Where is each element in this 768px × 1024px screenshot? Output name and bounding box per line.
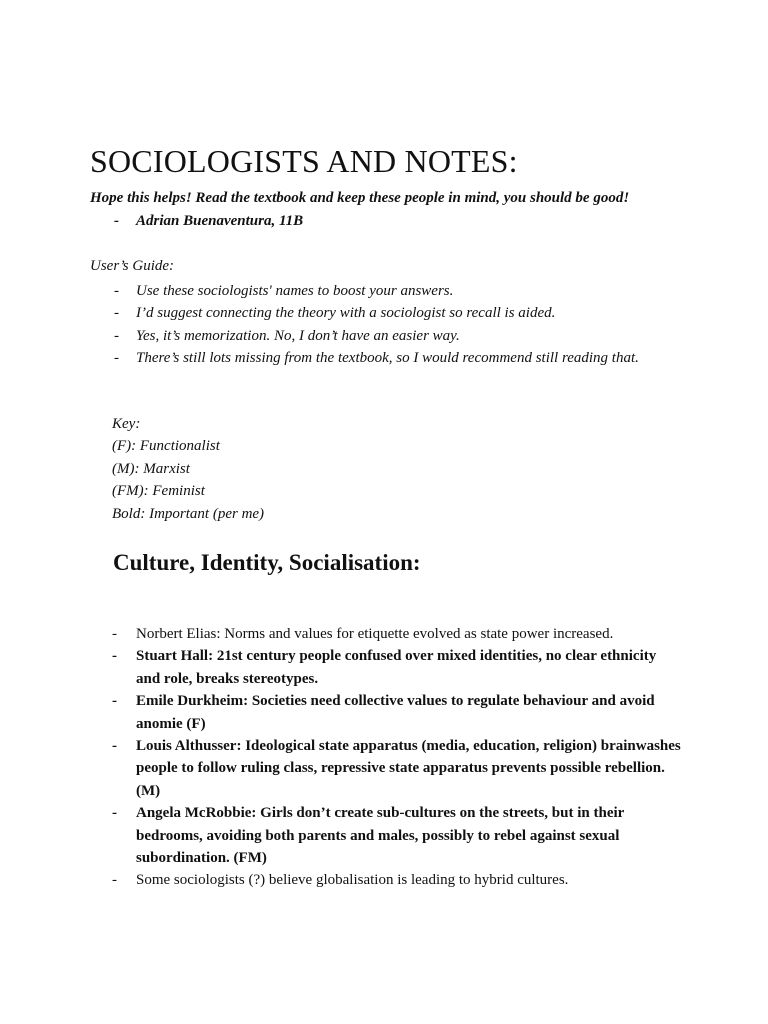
guide-item: - I’d suggest connecting the theory with a sociologist so recall is aided.: [114, 302, 674, 324]
author-name: Adrian Buenaventura, 11B: [136, 213, 304, 229]
key-block: [112, 413, 264, 525]
note-item: - Some sociologists (?) believe globalisation is leading to hybrid cultures.: [112, 869, 682, 891]
note-item: - Louis Althusser: Ideological state apparatus (media, education, religion) brainwashes people to follow ruling class, repressive state apparatus prevents possible rebellion. (M): [112, 735, 682, 802]
document-title: SOCIOLOGISTS AND NOTES:: [90, 143, 518, 179]
key-label: Key:: [112, 416, 141, 432]
note-item: - Stuart Hall: 21st century people confused over mixed identities, no clear ethnicity and role, breaks stereotypes.: [112, 645, 682, 690]
note-item: - Norbert Elias: Norms and values for etiquette evolved as state power increased.: [112, 623, 682, 645]
key-entry: (FM): Feminist: [112, 483, 205, 500]
guide-item: - Yes, it’s memorization. No, I don’t have an easier way.: [114, 325, 674, 347]
key-entry: (M): Marxist: [112, 460, 190, 477]
key-entry: Bold: Important (per me): [112, 505, 265, 522]
section-heading: Culture, Identity, Socialisation:: [113, 550, 421, 575]
tagline: Hope this helps! Read the textbook and keep these people in mind, you should be good!: [90, 190, 630, 206]
author-dash: -: [114, 213, 119, 229]
author-line: [114, 213, 303, 230]
users-guide-label: User’s Guide:: [90, 258, 175, 274]
guide-item: - Use these sociologists' names to boost your answers.: [114, 280, 674, 302]
key-entry: (F): Functionalist: [112, 438, 220, 455]
notes-list: [112, 623, 682, 892]
note-item: - Emile Durkheim: Societies need collective values to regulate behaviour and avoid anomie (F): [112, 690, 682, 735]
note-item: - Angela McRobbie: Girls don’t create sub-cultures on the streets, but in their bedrooms, avoiding both parents and males, possibly to rebel against sexual subordination. (FM): [112, 802, 682, 869]
users-guide-list: [114, 280, 674, 370]
guide-item: - There’s still lots missing from the textbook, so I would recommend still reading that.: [114, 347, 674, 369]
